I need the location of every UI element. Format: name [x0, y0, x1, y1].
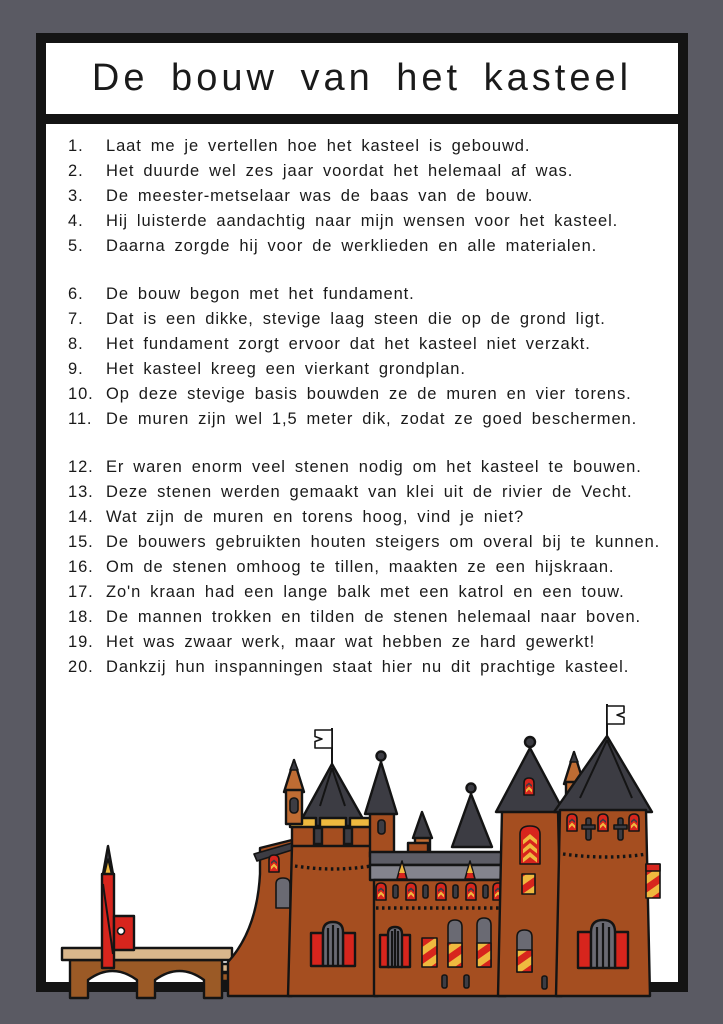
- item-text: Deze stenen werden gemaakt van klei uit de rivier de Vecht.: [106, 483, 633, 501]
- list-item: [68, 505, 670, 530]
- item-text: Er waren enorm veel stenen nodig om het kasteel te bouwen.: [106, 458, 642, 476]
- list-item: [68, 332, 670, 357]
- item-text: De meester-metselaar was de baas van de bouw.: [106, 187, 534, 205]
- item-number: 8.: [68, 335, 84, 353]
- list-item: [68, 209, 670, 234]
- item-text: Laat me je vertellen hoe het kasteel is gebouwd.: [106, 137, 531, 155]
- item-text: Zo'n kraan had een lange balk met een katrol en een touw.: [106, 583, 625, 601]
- list-item: [68, 580, 670, 605]
- list-item: [68, 480, 670, 505]
- page-title: De bouw van het kasteel: [91, 57, 633, 99]
- item-number: 11.: [68, 410, 93, 428]
- item-text: Op deze stevige basis bouwden ze de muren en vier torens.: [106, 385, 632, 403]
- item-text: De bouwers gebruikten houten steigers om overal bij te kunnen.: [106, 533, 661, 551]
- item-number: 4.: [68, 212, 84, 230]
- spire-turret-1: [365, 752, 397, 858]
- left-wall: [228, 840, 292, 996]
- list-item: [68, 655, 670, 680]
- item-text: Daarna zorgde hij voor de werklieden en alle materialen.: [106, 237, 598, 255]
- story-list: [68, 134, 670, 680]
- orange-turret-left: [284, 760, 304, 824]
- list-item: [68, 307, 670, 332]
- crane: [102, 846, 134, 968]
- list-item: [68, 605, 670, 630]
- list-item: [68, 134, 670, 159]
- list-item: [68, 282, 670, 307]
- item-text: Het was zwaar werk, maar wat hebben ze hard gewerkt!: [106, 633, 596, 651]
- item-text: Hij luisterde aandachtig naar mijn wensen voor het kasteel.: [106, 212, 619, 230]
- story-group: [68, 455, 670, 680]
- item-number: 5.: [68, 237, 84, 255]
- item-text: De muren zijn wel 1,5 meter dik, zodat ze goed beschermen.: [106, 410, 638, 428]
- gatehouse-tower: [288, 728, 378, 996]
- item-number: 17.: [68, 583, 94, 601]
- item-text: Wat zijn de muren en torens hoog, vind je niet?: [106, 508, 525, 526]
- list-item: [68, 555, 670, 580]
- item-number: 10.: [68, 385, 94, 403]
- list-item: [68, 630, 670, 655]
- item-number: 6.: [68, 285, 84, 303]
- list-item: [68, 407, 670, 432]
- main-hall: [370, 843, 508, 996]
- list-item: [68, 530, 670, 555]
- item-number: 15.: [68, 533, 94, 551]
- item-number: 9.: [68, 360, 84, 378]
- list-item: [68, 159, 670, 184]
- story-group: [68, 282, 670, 432]
- item-text: Dankzij hun inspanningen staat hier nu dit prachtige kasteel.: [106, 658, 630, 676]
- item-number: 12.: [68, 458, 94, 476]
- pyramid-tower: [496, 737, 564, 996]
- story-group: [68, 134, 670, 259]
- item-number: 3.: [68, 187, 84, 205]
- item-text: Het fundament zorgt ervoor dat het kasteel niet verzakt.: [106, 335, 591, 353]
- castle: [228, 704, 660, 996]
- item-text: Om de stenen omhoog te tillen, maakten ze een hijskraan.: [106, 558, 615, 576]
- item-text: De mannen trokken en tilden de stenen helemaal naar boven.: [106, 608, 642, 626]
- item-number: 1.: [68, 137, 84, 155]
- list-item: [68, 357, 670, 382]
- list-item: [68, 455, 670, 480]
- list-item: [68, 184, 670, 209]
- item-number: 16.: [68, 558, 94, 576]
- item-number: 13.: [68, 483, 94, 501]
- item-text: Het duurde wel zes jaar voordat het helemaal af was.: [106, 162, 574, 180]
- round-tower: [554, 704, 660, 996]
- item-text: Dat is een dikke, stevige laag steen die op de grond ligt.: [106, 310, 606, 328]
- list-item: [68, 382, 670, 407]
- item-number: 14.: [68, 508, 94, 526]
- item-number: 18.: [68, 608, 94, 626]
- item-text: Het kasteel kreeg een vierkant grondplan.: [106, 360, 466, 378]
- item-text: De bouw begon met het fundament.: [106, 285, 415, 303]
- item-number: 2.: [68, 162, 84, 180]
- story-area: [46, 124, 678, 680]
- spire-turret-2: [452, 784, 492, 848]
- castle-illustration: [40, 702, 680, 1002]
- title-banner: [46, 43, 678, 124]
- item-number: 20.: [68, 658, 94, 676]
- item-number: 19.: [68, 633, 94, 651]
- list-item: [68, 234, 670, 259]
- item-number: 7.: [68, 310, 84, 328]
